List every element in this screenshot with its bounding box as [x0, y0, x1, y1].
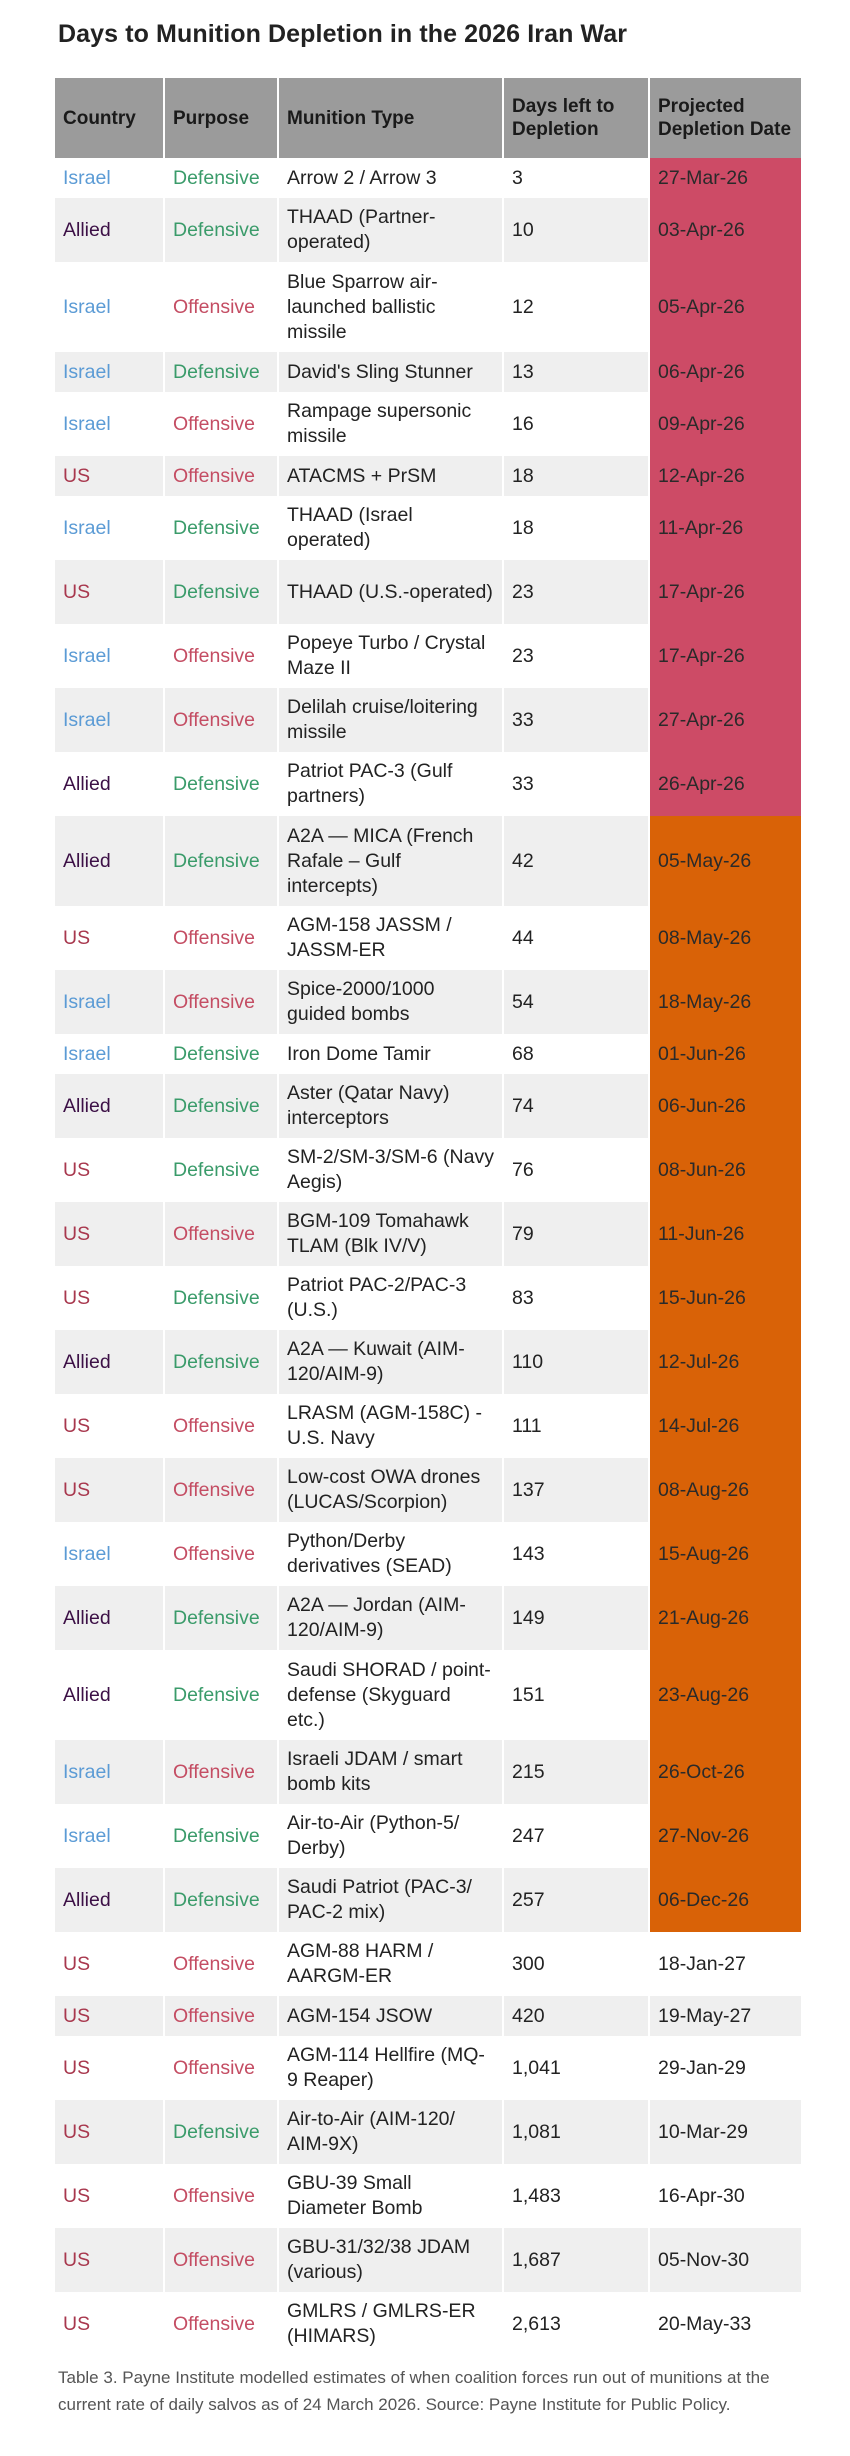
depletion-date-cell: 03-Apr-26 — [649, 198, 801, 262]
purpose-cell: Offensive — [164, 1932, 278, 1996]
munition-type-cell: THAAD (Israel operated) — [278, 496, 503, 560]
depletion-date-cell: 19-May-27 — [649, 1996, 801, 2036]
munition-type-cell: Air-to-Air (AIM-120/ AIM-9X) — [278, 2100, 503, 2164]
table-row — [55, 1650, 801, 1740]
purpose-cell: Defensive — [164, 1804, 278, 1868]
purpose-cell: Defensive — [164, 1074, 278, 1138]
table-row — [55, 560, 801, 624]
country-cell: Allied — [55, 752, 164, 816]
country-cell: US — [55, 456, 164, 496]
days-left-cell: 79 — [503, 1202, 649, 1266]
munition-type-cell: Aster (Qatar Navy) interceptors — [278, 1074, 503, 1138]
country-cell: Israel — [55, 262, 164, 352]
depletion-date-cell: 11-Jun-26 — [649, 1202, 801, 1266]
table-row — [55, 198, 801, 262]
depletion-date-cell: 08-Aug-26 — [649, 1458, 801, 1522]
country-cell: Israel — [55, 158, 164, 198]
country-cell: US — [55, 906, 164, 970]
depletion-date-cell: 12-Jul-26 — [649, 1330, 801, 1394]
purpose-cell: Offensive — [164, 1996, 278, 2036]
munition-type-cell: Arrow 2 / Arrow 3 — [278, 158, 503, 198]
munition-type-cell: Blue Sparrow air-launched ballistic missile — [278, 262, 503, 352]
purpose-cell: Defensive — [164, 1138, 278, 1202]
country-cell: Allied — [55, 1074, 164, 1138]
depletion-date-cell: 05-Nov-30 — [649, 2228, 801, 2292]
table-row — [55, 1330, 801, 1394]
munition-type-cell: GMLRS / GMLRS-ER (HIMARS) — [278, 2292, 503, 2356]
munition-type-cell: BGM-109 Tomahawk TLAM (Blk IV/V) — [278, 1202, 503, 1266]
table-row — [55, 1202, 801, 1266]
depletion-date-cell: 06-Apr-26 — [649, 352, 801, 392]
depletion-date-cell: 26-Oct-26 — [649, 1740, 801, 1804]
header-days-left: Days left to Depletion — [503, 78, 649, 158]
depletion-date-cell: 10-Mar-29 — [649, 2100, 801, 2164]
depletion-date-cell: 08-Jun-26 — [649, 1138, 801, 1202]
depletion-date-cell: 27-Mar-26 — [649, 158, 801, 198]
days-left-cell: 12 — [503, 262, 649, 352]
page-title: Days to Munition Depletion in the 2026 Iran War — [58, 20, 628, 48]
table-row — [55, 624, 801, 688]
country-cell: US — [55, 1932, 164, 1996]
purpose-cell: Defensive — [164, 1034, 278, 1074]
days-left-cell: 23 — [503, 624, 649, 688]
table-row — [55, 1522, 801, 1586]
days-left-cell: 111 — [503, 1394, 649, 1458]
country-cell: Israel — [55, 970, 164, 1034]
table-row — [55, 1586, 801, 1650]
country-cell: Israel — [55, 1740, 164, 1804]
days-left-cell: 215 — [503, 1740, 649, 1804]
days-left-cell: 151 — [503, 1650, 649, 1740]
country-cell: US — [55, 1138, 164, 1202]
days-left-cell: 247 — [503, 1804, 649, 1868]
munition-type-cell: Air-to-Air (Python-5/ Derby) — [278, 1804, 503, 1868]
munition-type-cell: Patriot PAC-3 (Gulf partners) — [278, 752, 503, 816]
days-left-cell: 149 — [503, 1586, 649, 1650]
country-cell: US — [55, 560, 164, 624]
depletion-date-cell: 09-Apr-26 — [649, 392, 801, 456]
table-row — [55, 158, 801, 198]
purpose-cell: Offensive — [164, 1740, 278, 1804]
table-row — [55, 2036, 801, 2100]
days-left-cell: 2,613 — [503, 2292, 649, 2356]
country-cell: US — [55, 2036, 164, 2100]
depletion-date-cell: 17-Apr-26 — [649, 624, 801, 688]
country-cell: Allied — [55, 1650, 164, 1740]
country-cell: US — [55, 1996, 164, 2036]
purpose-cell: Defensive — [164, 1586, 278, 1650]
table-row — [55, 2228, 801, 2292]
country-cell: Allied — [55, 816, 164, 906]
purpose-cell: Offensive — [164, 2036, 278, 2100]
country-cell: Israel — [55, 1034, 164, 1074]
header-country: Country — [55, 78, 164, 158]
purpose-cell: Defensive — [164, 158, 278, 198]
purpose-cell: Defensive — [164, 1266, 278, 1330]
munition-type-cell: Saudi Patriot (PAC-3/ PAC-2 mix) — [278, 1868, 503, 1932]
table-row — [55, 1138, 801, 1202]
table-row — [55, 1804, 801, 1868]
depletion-date-cell: 20-May-33 — [658, 2312, 752, 2335]
depletion-date-cell: 26-Apr-26 — [649, 752, 801, 816]
depletion-date-cell: 05-Apr-26 — [649, 262, 801, 352]
depletion-date-cell: 06-Dec-26 — [649, 1868, 801, 1932]
munition-type-cell: LRASM (AGM-158C) - U.S. Navy — [278, 1394, 503, 1458]
country-cell: US — [55, 2228, 164, 2292]
purpose-cell: Offensive — [164, 262, 278, 352]
munition-type-cell: Rampage supersonic missile — [278, 392, 503, 456]
purpose-cell: Offensive — [164, 2228, 278, 2292]
depletion-date-cell: 23-Aug-26 — [649, 1650, 801, 1740]
purpose-cell: Defensive — [164, 496, 278, 560]
days-left-cell: 74 — [503, 1074, 649, 1138]
munition-type-cell: AGM-114 Hellfire (MQ-9 Reaper) — [278, 2036, 503, 2100]
depletion-date-cell: 16-Apr-30 — [658, 2184, 745, 2207]
depletion-date-cell: 11-Apr-26 — [649, 496, 801, 560]
munition-type-cell: Low-cost OWA drones (LUCAS/Scorpion) — [278, 1458, 503, 1522]
depletion-date-cell: 18-Jan-27 — [658, 1952, 746, 1975]
depletion-date-cell: 17-Apr-26 — [649, 560, 801, 624]
days-left-cell: 143 — [503, 1522, 649, 1586]
table-row — [55, 752, 801, 816]
munition-type-cell: Saudi SHORAD / point-defense (Skyguard etc.) — [278, 1650, 503, 1740]
days-left-cell: 18 — [503, 496, 649, 560]
table-row — [55, 496, 801, 560]
header-munition-type: Munition Type — [278, 78, 503, 158]
country-cell: Allied — [55, 1868, 164, 1932]
munition-type-cell: AGM-88 HARM / AARGM-ER — [278, 1932, 503, 1996]
country-cell: Allied — [55, 198, 164, 262]
depletion-date-cell: 06-Jun-26 — [649, 1074, 801, 1138]
depletion-date-cell: 08-May-26 — [649, 906, 801, 970]
days-left-cell: 137 — [503, 1458, 649, 1522]
table-header-row — [55, 78, 801, 158]
table-row — [55, 2100, 801, 2164]
table-row — [55, 1868, 801, 1932]
depletion-date-cell: 14-Jul-26 — [649, 1394, 801, 1458]
days-left-cell: 110 — [503, 1330, 649, 1394]
purpose-cell: Offensive — [164, 1394, 278, 1458]
days-left-cell: 1,041 — [503, 2036, 649, 2100]
purpose-cell: Defensive — [164, 560, 278, 624]
country-cell: Israel — [55, 352, 164, 392]
purpose-cell: Offensive — [164, 688, 278, 752]
munition-type-cell: Patriot PAC-2/PAC-3 (U.S.) — [278, 1266, 503, 1330]
purpose-cell: Defensive — [164, 352, 278, 392]
country-cell: Israel — [55, 1804, 164, 1868]
days-left-cell: 420 — [503, 1996, 649, 2036]
country-cell: Israel — [55, 392, 164, 456]
purpose-cell: Offensive — [164, 906, 278, 970]
munition-type-cell: GBU-31/32/38 JDAM (various) — [278, 2228, 503, 2292]
country-cell: US — [55, 1394, 164, 1458]
table-row — [55, 2164, 801, 2228]
days-left-cell: 257 — [503, 1868, 649, 1932]
country-cell: US — [55, 2164, 164, 2228]
purpose-cell: Offensive — [164, 2164, 278, 2228]
purpose-cell: Defensive — [164, 1868, 278, 1932]
days-left-cell: 1,081 — [503, 2100, 649, 2164]
days-left-cell: 23 — [503, 560, 649, 624]
purpose-cell: Offensive — [164, 456, 278, 496]
depletion-date-cell: 27-Nov-26 — [649, 1804, 801, 1868]
munition-type-cell: THAAD (Partner-operated) — [278, 198, 503, 262]
munition-type-cell: A2A — Jordan (AIM-120/AIM-9) — [278, 1586, 503, 1650]
country-cell: Israel — [55, 624, 164, 688]
days-left-cell: 16 — [503, 392, 649, 456]
table-row — [55, 262, 801, 352]
days-left-cell: 33 — [503, 688, 649, 752]
purpose-cell: Offensive — [164, 624, 278, 688]
country-cell: Israel — [55, 496, 164, 560]
table-row — [55, 1074, 801, 1138]
depletion-date-cell: 18-May-26 — [649, 970, 801, 1034]
table-row — [55, 352, 801, 392]
days-left-cell: 1,483 — [503, 2164, 649, 2228]
table-row — [55, 2292, 801, 2356]
header-purpose: Purpose — [164, 78, 278, 158]
munition-type-cell: Iron Dome Tamir — [278, 1034, 503, 1074]
purpose-cell: Defensive — [164, 1650, 278, 1740]
purpose-cell: Defensive — [164, 198, 278, 262]
country-cell: US — [55, 1202, 164, 1266]
country-cell: US — [55, 1266, 164, 1330]
depletion-date-cell: 15-Aug-26 — [649, 1522, 801, 1586]
munition-type-cell: A2A — Kuwait (AIM-120/AIM-9) — [278, 1330, 503, 1394]
country-cell: Allied — [55, 1330, 164, 1394]
table-row — [55, 1740, 801, 1804]
depletion-date-cell: 29-Jan-29 — [658, 2056, 746, 2079]
depletion-date-cell: 01-Jun-26 — [649, 1034, 801, 1074]
country-cell: Israel — [55, 688, 164, 752]
table-row — [55, 816, 801, 906]
munition-type-cell: AGM-158 JASSM / JASSM-ER — [278, 906, 503, 970]
depletion-date-cell: 15-Jun-26 — [649, 1266, 801, 1330]
table-row — [55, 1394, 801, 1458]
purpose-cell: Defensive — [164, 2100, 278, 2164]
munition-type-cell: Popeye Turbo / Crystal Maze II — [278, 624, 503, 688]
depletion-date-cell: 05-May-26 — [649, 816, 801, 906]
days-left-cell: 1,687 — [503, 2228, 649, 2292]
munition-table — [55, 78, 801, 2356]
days-left-cell: 44 — [503, 906, 649, 970]
purpose-cell: Offensive — [164, 970, 278, 1034]
munition-type-cell: Israeli JDAM / smart bomb kits — [278, 1740, 503, 1804]
days-left-cell: 300 — [503, 1932, 649, 1996]
depletion-date-cell: 12-Apr-26 — [649, 456, 801, 496]
days-left-cell: 10 — [503, 198, 649, 262]
table-row — [55, 1932, 801, 1996]
table-row — [55, 688, 801, 752]
table-row — [55, 1266, 801, 1330]
munition-type-cell: Delilah cruise/loitering missile — [278, 688, 503, 752]
munition-type-cell: A2A — MICA (French Rafale – Gulf intercepts) — [278, 816, 503, 906]
days-left-cell: 83 — [503, 1266, 649, 1330]
country-cell: US — [55, 2100, 164, 2164]
munition-type-cell: SM-2/SM-3/SM-6 (Navy Aegis) — [278, 1138, 503, 1202]
purpose-cell: Offensive — [164, 1522, 278, 1586]
table-row — [55, 1034, 801, 1074]
munition-type-cell: Spice-2000/1000 guided bombs — [278, 970, 503, 1034]
purpose-cell: Defensive — [164, 752, 278, 816]
header-depletion-date: Projected Depletion Date — [649, 78, 801, 158]
munition-type-cell: ATACMS + PrSM — [278, 456, 503, 496]
days-left-cell: 33 — [503, 752, 649, 816]
purpose-cell: Offensive — [164, 2292, 278, 2356]
munition-type-cell: GBU-39 Small Diameter Bomb — [278, 2164, 503, 2228]
table-caption: Table 3. Payne Institute modelled estimates of when coalition forces run out of munitions at the current rate of daily salvos as of 24 March 2026. Source: Payne Institute for Public Policy. — [58, 2368, 770, 2414]
purpose-cell: Defensive — [164, 1330, 278, 1394]
purpose-cell: Offensive — [164, 392, 278, 456]
table-body — [55, 158, 801, 2356]
country-cell: US — [55, 1458, 164, 1522]
munition-type-cell: Python/Derby derivatives (SEAD) — [278, 1522, 503, 1586]
days-left-cell: 13 — [503, 352, 649, 392]
purpose-cell: Offensive — [164, 1202, 278, 1266]
days-left-cell: 68 — [503, 1034, 649, 1074]
country-cell: Allied — [55, 1586, 164, 1650]
table-row — [55, 1458, 801, 1522]
days-left-cell: 18 — [503, 456, 649, 496]
depletion-date-cell: 21-Aug-26 — [649, 1586, 801, 1650]
purpose-cell: Defensive — [164, 816, 278, 906]
country-cell: Israel — [55, 1522, 164, 1586]
country-cell: US — [55, 2292, 164, 2356]
table-row — [55, 456, 801, 496]
munition-type-cell: David's Sling Stunner — [278, 352, 503, 392]
table-row — [55, 970, 801, 1034]
table-row — [55, 1996, 801, 2036]
purpose-cell: Offensive — [164, 1458, 278, 1522]
munition-type-cell: THAAD (U.S.-operated) — [278, 560, 503, 624]
days-left-cell: 54 — [503, 970, 649, 1034]
days-left-cell: 76 — [503, 1138, 649, 1202]
table-row — [55, 392, 801, 456]
depletion-date-cell: 27-Apr-26 — [649, 688, 801, 752]
munition-type-cell: AGM-154 JSOW — [278, 1996, 503, 2036]
days-left-cell: 42 — [503, 816, 649, 906]
table-row — [55, 906, 801, 970]
days-left-cell: 3 — [503, 158, 649, 198]
